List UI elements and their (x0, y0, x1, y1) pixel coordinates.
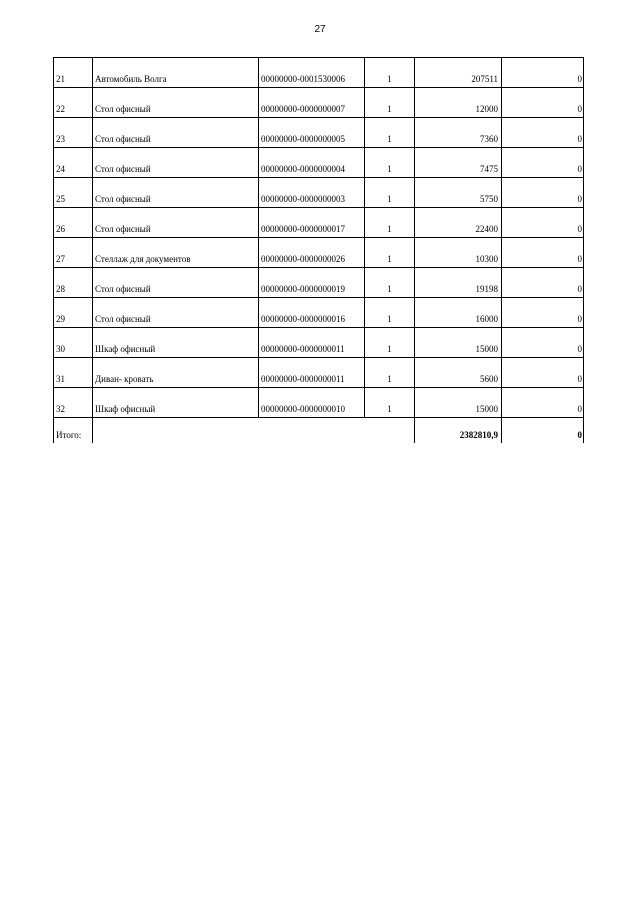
quantity: 1 (365, 208, 415, 238)
item-name: Шкаф офисный (93, 388, 259, 418)
item-name: Стол офисный (93, 118, 259, 148)
total-row (54, 418, 584, 444)
row-number: 26 (54, 208, 93, 238)
item-name: Автомобиль Волга (93, 58, 259, 88)
item-name: Диван- кровать (93, 358, 259, 388)
inventory-number: 00000000-0001530006 (259, 58, 365, 88)
depreciation: 0 (502, 328, 584, 358)
row-number: 32 (54, 388, 93, 418)
table-row (54, 328, 584, 358)
depreciation: 0 (502, 298, 584, 328)
item-name: Стол офисный (93, 268, 259, 298)
item-name: Стол офисный (93, 148, 259, 178)
inventory-number: 00000000-0000000007 (259, 88, 365, 118)
inventory-number: 00000000-0000000010 (259, 388, 365, 418)
quantity: 1 (365, 298, 415, 328)
cost: 16000 (415, 298, 502, 328)
item-name: Стол офисный (93, 178, 259, 208)
item-name: Стол офисный (93, 298, 259, 328)
quantity: 1 (365, 328, 415, 358)
table-row (54, 88, 584, 118)
quantity: 1 (365, 58, 415, 88)
cost: 7475 (415, 148, 502, 178)
cost: 5600 (415, 358, 502, 388)
inventory-table (53, 57, 584, 443)
quantity: 1 (365, 388, 415, 418)
table-row (54, 268, 584, 298)
quantity: 1 (365, 238, 415, 268)
total-label: Итого: (54, 418, 93, 444)
inventory-number: 00000000-0000000011 (259, 358, 365, 388)
total-empty-cell (93, 418, 415, 444)
row-number: 23 (54, 118, 93, 148)
item-name: Шкаф офисный (93, 328, 259, 358)
row-number: 31 (54, 358, 93, 388)
row-number: 24 (54, 148, 93, 178)
inventory-number: 00000000-0000000017 (259, 208, 365, 238)
quantity: 1 (365, 148, 415, 178)
table-row (54, 148, 584, 178)
depreciation: 0 (502, 208, 584, 238)
table-row (54, 388, 584, 418)
cost: 19198 (415, 268, 502, 298)
table-row (54, 358, 584, 388)
inventory-number: 00000000-0000000026 (259, 238, 365, 268)
cost: 12000 (415, 88, 502, 118)
table-row (54, 178, 584, 208)
table-row (54, 208, 584, 238)
cost: 5750 (415, 178, 502, 208)
depreciation: 0 (502, 238, 584, 268)
row-number: 28 (54, 268, 93, 298)
inventory-number: 00000000-0000000011 (259, 328, 365, 358)
cost: 207511 (415, 58, 502, 88)
table-row (54, 238, 584, 268)
item-name: Стол офисный (93, 208, 259, 238)
inventory-number: 00000000-0000000016 (259, 298, 365, 328)
depreciation: 0 (502, 358, 584, 388)
cost: 15000 (415, 328, 502, 358)
total-cost: 2382810,9 (415, 418, 502, 444)
cost: 22400 (415, 208, 502, 238)
row-number: 22 (54, 88, 93, 118)
total-depreciation: 0 (502, 418, 584, 444)
depreciation: 0 (502, 118, 584, 148)
row-number: 30 (54, 328, 93, 358)
inventory-number: 00000000-0000000019 (259, 268, 365, 298)
row-number: 29 (54, 298, 93, 328)
depreciation: 0 (502, 148, 584, 178)
cost: 15000 (415, 388, 502, 418)
cost: 10300 (415, 238, 502, 268)
page-number: 27 (314, 24, 326, 35)
table-row (54, 298, 584, 328)
inventory-table-body (54, 58, 584, 418)
quantity: 1 (365, 178, 415, 208)
depreciation: 0 (502, 58, 584, 88)
depreciation: 0 (502, 268, 584, 298)
quantity: 1 (365, 268, 415, 298)
inventory-number: 00000000-0000000004 (259, 148, 365, 178)
depreciation: 0 (502, 178, 584, 208)
row-number: 21 (54, 58, 93, 88)
quantity: 1 (365, 118, 415, 148)
depreciation: 0 (502, 88, 584, 118)
inventory-number: 00000000-0000000005 (259, 118, 365, 148)
item-name: Стеллаж для документов (93, 238, 259, 268)
quantity: 1 (365, 88, 415, 118)
row-number: 25 (54, 178, 93, 208)
cost: 7360 (415, 118, 502, 148)
table-row (54, 58, 584, 88)
quantity: 1 (365, 358, 415, 388)
row-number: 27 (54, 238, 93, 268)
inventory-number: 00000000-0000000003 (259, 178, 365, 208)
item-name: Стол офисный (93, 88, 259, 118)
table-row (54, 118, 584, 148)
depreciation: 0 (502, 388, 584, 418)
